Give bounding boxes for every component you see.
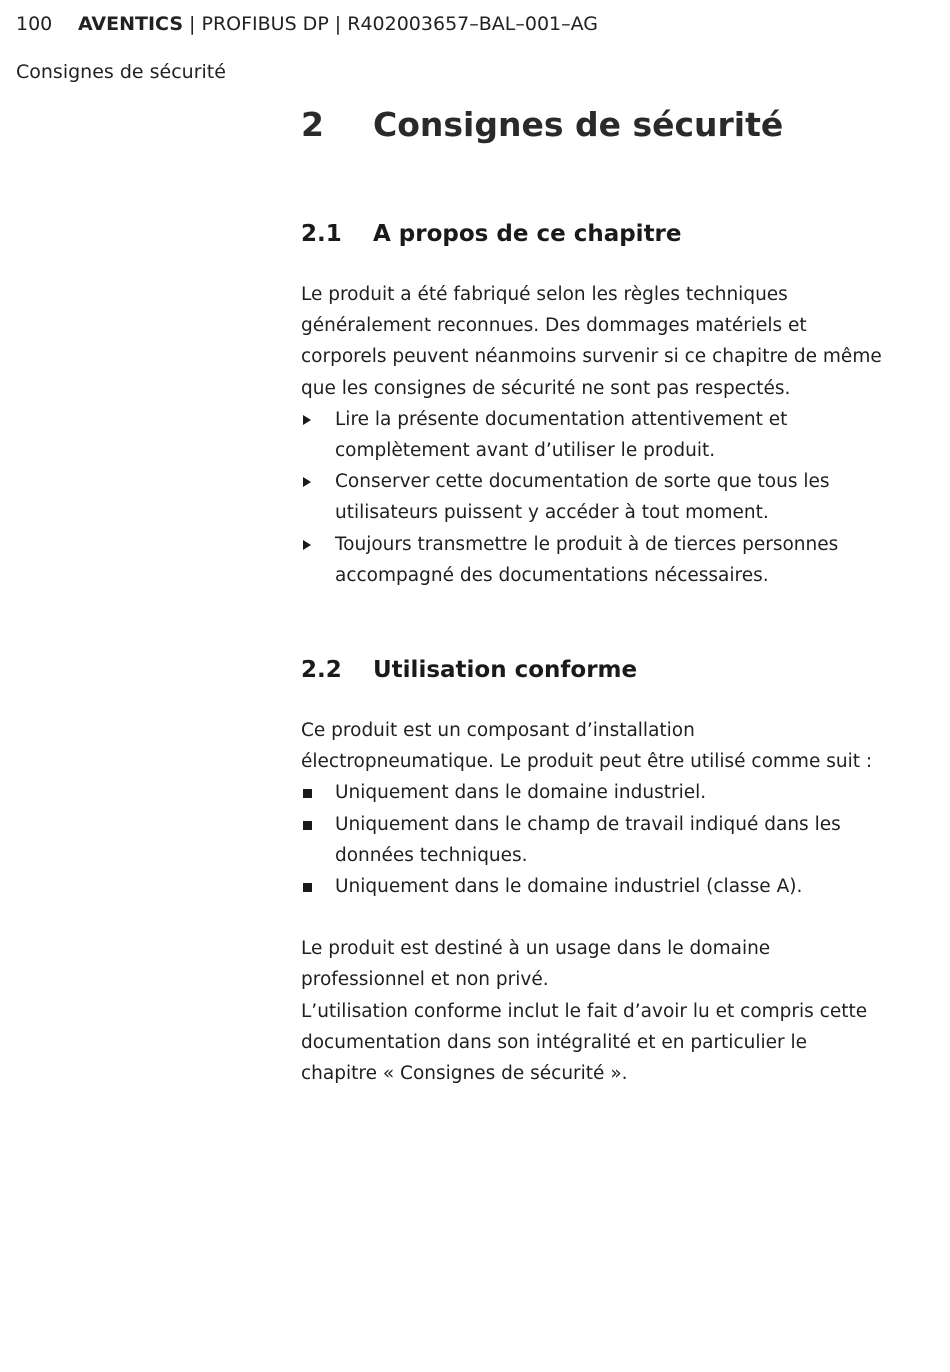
usage-text: Uniquement dans le domaine industriel (classe A).: [335, 876, 803, 898]
brand-name: AVENTICS: [78, 13, 184, 35]
instruction-list: [301, 404, 886, 591]
section-heading-2-2: [301, 655, 637, 685]
chapter-number: 2: [301, 105, 324, 144]
usage-item: [301, 871, 886, 902]
instruction-text: Conserver cette documentation de sorte que tous les utilisateurs puissent y accéder à tout moment.: [335, 471, 830, 524]
page-header: [16, 12, 598, 36]
running-head: Consignes de sécurité: [16, 61, 226, 83]
usage-text: Uniquement dans le domaine industriel.: [335, 782, 707, 804]
instruction-text: Lire la présente documentation attentivement et complètement avant d’utiliser le produit.: [335, 408, 788, 462]
section-title: A propos de ce chapitre: [373, 221, 682, 247]
usage-text: Uniquement dans le champ de travail indiqué dans les données techniques.: [335, 813, 841, 866]
section-number: 2.2: [301, 657, 342, 683]
section-intro-paragraph: Ce produit est un composant d’installation électropneumatique. Le produit peut être utilisé comme suit :: [301, 720, 873, 773]
section-heading-2-1: [301, 219, 682, 249]
square-bullet-icon: [303, 777, 312, 808]
triangle-bullet-icon: [303, 529, 311, 560]
instruction-item: [301, 404, 886, 466]
triangle-bullet-icon: [303, 466, 311, 497]
chapter-title-text: Consignes de sécurité: [373, 105, 784, 144]
square-bullet-icon: [303, 871, 312, 902]
section-intro-paragraph: Le produit a été fabriqué selon les règles techniques généralement reconnues. Des dommages matériels et corporels peuvent néanmoins survenir si ce chapitre de même que les consignes de sécurité ne sont pas respectés.: [301, 284, 882, 399]
instruction-item: [301, 466, 886, 528]
section-2-1-body: [301, 279, 886, 591]
instruction-item: [301, 529, 886, 591]
section-title: Utilisation conforme: [373, 657, 638, 683]
page-number: 100: [16, 13, 53, 35]
usage-item: [301, 809, 886, 871]
square-bullet-icon: [303, 809, 312, 840]
section-number: 2.1: [301, 221, 342, 247]
triangle-bullet-icon: [303, 404, 311, 435]
usage-paragraph: L’utilisation conforme inclut le fait d’avoir lu et compris cette documentation dans son intégralité et en particulier le chapitre « Consignes de sécurité ».: [301, 1000, 868, 1085]
usage-item: [301, 777, 886, 808]
usage-list: [301, 777, 886, 902]
section-2-2-body: [301, 715, 886, 1089]
usage-paragraph: Le produit est destiné à un usage dans le domaine professionnel et non privé.: [301, 938, 771, 991]
chapter-title: [301, 103, 783, 147]
document-info: | PROFIBUS DP | R402003657–BAL–001–AG: [183, 13, 599, 35]
instruction-text: Toujours transmettre le produit à de tierces personnes accompagné des documentations nécessaires.: [335, 533, 839, 586]
